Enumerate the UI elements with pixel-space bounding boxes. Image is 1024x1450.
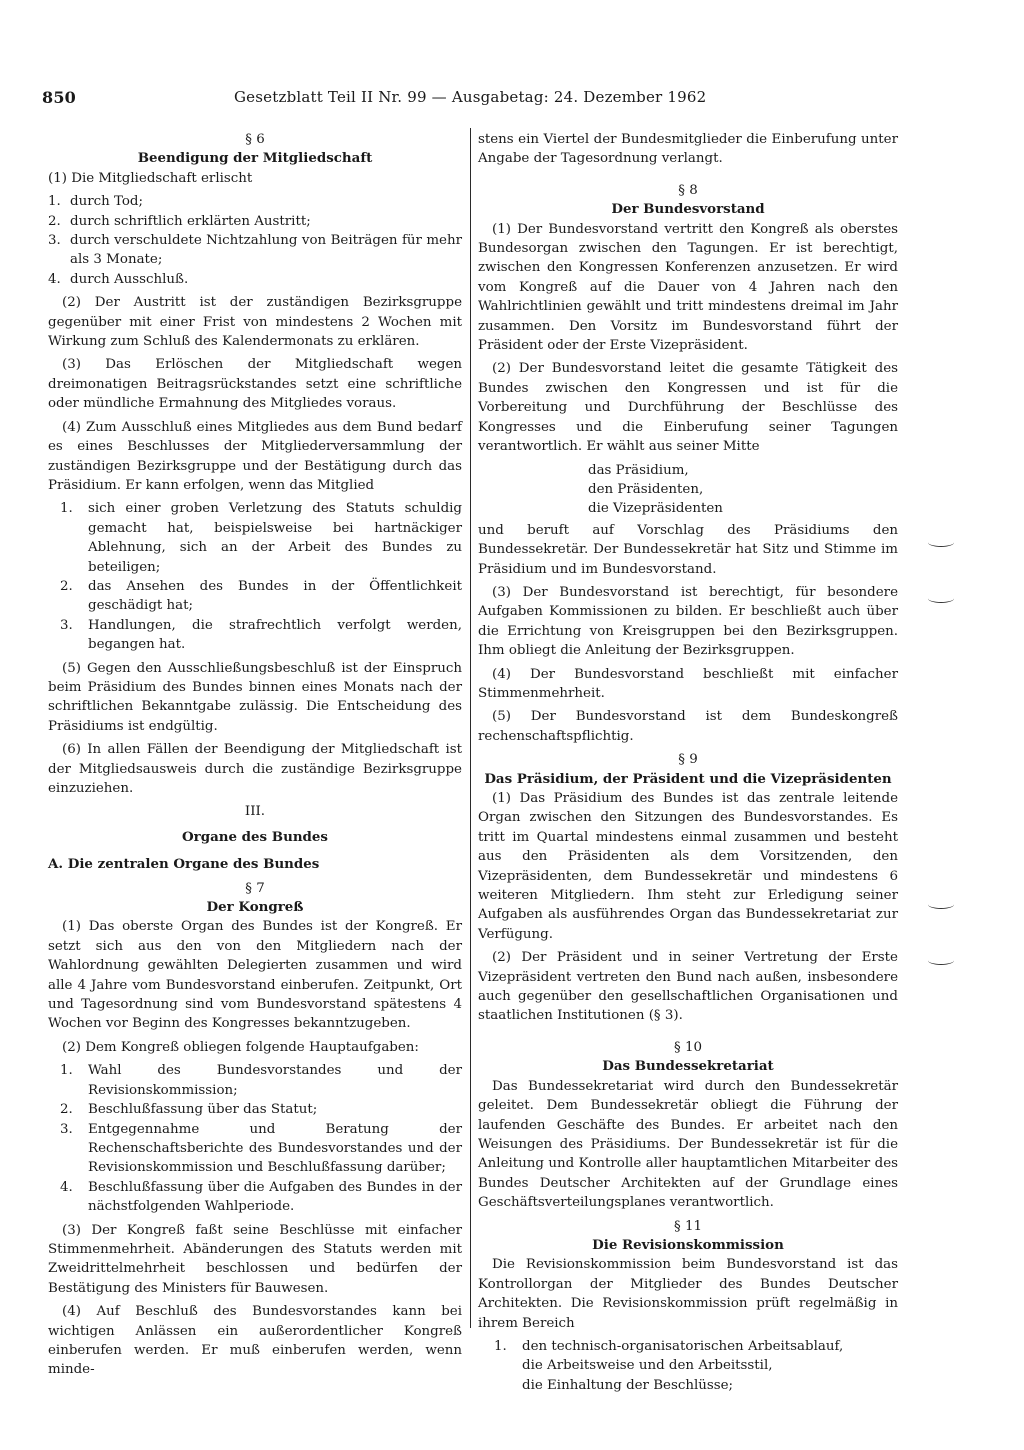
left-column: [48, 130, 462, 1384]
part-number: III.: [244, 804, 266, 820]
list-item: die Arbeitsweise und den Arbeitsstil,: [522, 1358, 773, 1374]
page-header: [42, 88, 707, 107]
section-number: § 11: [674, 1218, 702, 1234]
margin-mark: [928, 594, 954, 603]
paragraph: (3) Der Bundesvorstand ist berechtigt, für besondere Aufgaben Kommissionen zu bilden. Er beschließt auch über die Errichtung von Kreisgruppen bei den Bezirksgruppen. Ihm obliegt die Anleitung der Bezirksgruppen.: [478, 584, 898, 659]
list-item: den Präsidenten,: [588, 481, 704, 497]
list-item: 2. durch schriftlich erklärten Austritt;: [48, 213, 311, 229]
subsection-title: A. Die zentralen Organe des Bundes: [48, 856, 320, 873]
paragraph: (6) In allen Fällen der Beendigung der Mitgliedschaft ist der Mitgliedsausweis durch die zuständige Bezirksgruppe einzuziehen.: [48, 742, 462, 796]
section-title: Das Bundessekretariat: [602, 1058, 774, 1075]
list-item: 1. den technisch-organisatorischen Arbeitsablauf,: [494, 1338, 844, 1354]
paragraph: (1) Die Mitgliedschaft erlischt: [48, 170, 253, 186]
paragraph: (4) Der Bundesvorstand beschließt mit einfacher Stimmenmehrheit.: [478, 666, 898, 701]
paragraph: Die Revisionskommission beim Bundesvorstand ist das Kontrollorgan der Mitglieder des Bundes Deutscher Architekten. Die Revisionskommission prüft regelmäßig in ihrem Bereich: [478, 1257, 898, 1331]
paragraph: (1) Das oberste Organ des Bundes ist der Kongreß. Er setzt sich aus den von den Mitgliedern nach der Wahlordnung gewählten Delegierten zusammen und wird alle 4 Jahre vom Bundesvorstand einberufen. Zeitpunkt, Ort und Tagesordnung sind vom Bundesvorstand spätestens 4 Wochen vor Beginn des Kongresses bekanntzugeben.: [48, 919, 462, 1032]
paragraph: (3) Das Erlöschen der Mitgliedschaft wegen dreimonatigen Beitragsrückstandes setzt eine schriftliche oder mündliche Ermahnung des Mitgliedes voraus.: [48, 357, 462, 412]
margin-mark: [928, 900, 954, 909]
paragraph: (4) Zum Ausschluß eines Mitgliedes aus dem Bund bedarf es eines Beschlusses der Mitgliederversammlung der zuständigen Bezirksgruppe und der Bestätigung durch das Präsidium. Er kann erfolgen, wenn das Mitglied: [48, 419, 462, 493]
section-number: § 7: [245, 880, 265, 896]
page-number: 850: [42, 88, 76, 107]
header-title: Gesetzblatt Teil II Nr. 99 — Ausgabetag: 24. Dezember 1962: [234, 88, 707, 106]
paragraph: (1) Das Präsidium des Bundes ist das zentrale leitende Organ zwischen den Sitzungen des Bundesvorstandes. Es tritt im Quartal mindestens einmal zusammen und besteht aus den Präsidenten als dem Vorsitzenden, den Vizepräsidenten, dem Bundessekretär und mindestens 6 weiteren Mitgliedern. Ihm steht zur Erledigung seiner Aufgaben als ausführendes Organ das Bundessekretariat zur Verfügung.: [478, 791, 898, 942]
paragraph: (2) Der Bundesvorstand leitet die gesamte Tätigkeit des Bundes zwischen den Kongressen und ist für die Vorbereitung und Durchführung der Beschlüsse des Kongresses und die Einberufung seiner Tagungen verantwortlich. Er wählt aus seiner Mitte: [478, 361, 898, 455]
list: [60, 1061, 462, 1216]
paragraph: (1) Der Bundesvorstand vertritt den Kongreß als oberstes Bundesorgan zwischen den Tagungen. Er ist berechtigt, zwischen den Kongressen Konferenzen anzusetzen. Er wird vom Kongreß auf die Dauer von 4 Jahren nach den Wahlrichtlinien gewählt und tritt mindestens dreimal im Jahr zusammen. Den Vorsitz im Bundesvorstand führt der Präsident oder der Erste Vizepräsident.: [478, 221, 898, 354]
list-item: 3. durch verschuldete Nichtzahlung von Beiträgen für mehr als 3 Monate;: [48, 233, 462, 268]
margin-mark: [928, 956, 954, 965]
section-title: Der Bundesvorstand: [611, 201, 765, 218]
section-number: § 10: [674, 1039, 702, 1055]
section-number: § 8: [678, 182, 698, 198]
list-item: das Präsidium,: [588, 462, 689, 478]
section-title: Der Kongreß: [206, 899, 304, 916]
list: [60, 499, 462, 654]
list-item: 4. durch Ausschluß.: [48, 271, 189, 287]
section-number: § 6: [245, 132, 265, 147]
paragraph: Das Bundessekretariat wird durch den Bundessekretär geleitet. Dem Bundessekretär obliegt die Führung der laufenden Geschäfte des Bundes. Er arbeitet nach den Weisungen des Präsidiums. Der Bundessekretär ist für die Anleitung und Kontrolle aller hauptamtlichen Mitarbeiter des Bundes Deutscher Architekten auf der Grundlage eines Geschäftsverteilungsplanes verantwortlich.: [478, 1078, 898, 1211]
list-item: 4. Beschlußfassung über die Aufgaben des Bundes in der nächstfolgenden Wahlperiode.: [60, 1179, 462, 1215]
paragraph: (2) Dem Kongreß obliegen folgende Hauptaufgaben:: [62, 1039, 419, 1055]
paragraph: (2) Der Austritt ist der zuständigen Bezirksgruppe gegenüber mit einer Frist von mindestens 2 Wochen mit Wirkung zum Schluß des Kalendermonats zu erklären.: [48, 295, 462, 350]
paragraph: (5) Der Bundesvorstand ist dem Bundeskongreß rechenschaftspflichtig.: [478, 709, 898, 744]
list-item: 3. Entgegennahme und Beratung der Rechenschaftsberichte des Bundesvorstandes und der Revisionskommission und Beschlußfassung darüber;: [60, 1121, 462, 1176]
section-title: Die Revisionskommission: [592, 1236, 784, 1253]
list: [588, 461, 898, 519]
list-item: 1. durch Tod;: [48, 194, 144, 210]
margin-mark: [928, 538, 954, 547]
paragraph: (2) Der Präsident und in seiner Vertretung der Erste Vizepräsident vertreten den Bund nach außen, insbesondere auch gegenüber den gesellschaftlichen Organisationen und staatlichen Institutionen (§ 3).: [478, 950, 898, 1024]
list-item: 1. Wahl des Bundesvorstandes und der Revisionskommission;: [60, 1063, 462, 1098]
list-item: die Einhaltung der Beschlüsse;: [522, 1377, 734, 1393]
section-title: Das Präsidium, der Präsident und die Vizepräsidenten: [484, 770, 892, 787]
paragraph: und beruft auf Vorschlag des Präsidiums den Bundessekretär. Der Bundessekretär hat Sitz und Stimme im Präsidium und im Bundesvorstand.: [478, 522, 898, 577]
list-item: 3. Handlungen, die strafrechtlich verfolgt werden, begangen hat.: [60, 617, 462, 653]
paragraph: (5) Gegen den Ausschließungsbeschluß ist der Einspruch beim Präsidium des Bundes binnen eines Monats nach der schriftlichen Bekanntgabe zulässig. Die Entscheidung des Präsidiums ist endgültig.: [48, 660, 462, 734]
list-item: 2. das Ansehen des Bundes in der Öffentlichkeit geschädigt hat;: [60, 578, 462, 614]
right-column: [478, 130, 898, 1399]
section-number: § 9: [678, 752, 698, 768]
paragraph: (4) Auf Beschluß des Bundesvorstandes kann bei wichtigen Anlässen ein außerordentlicher Kongreß einberufen werden. Er muß einberufen werden, wenn minde-: [48, 1304, 462, 1378]
list-item: die Vizepräsidenten: [588, 501, 723, 517]
list-item: 2. Beschlußfassung über das Statut;: [60, 1102, 318, 1118]
column-divider: [470, 128, 471, 1328]
paragraph: (3) Der Kongreß faßt seine Beschlüsse mit einfacher Stimmenmehrheit. Abänderungen des Statuts werden mit Zweidrittelmehrheit beschlossen und bedürfen der Bestätigung des Ministers für Bauwesen.: [48, 1222, 462, 1296]
list-item: 1. sich einer groben Verletzung des Statuts schuldig gemacht hat, beispielsweise bei hartnäckiger Ablehnung, sich an der Arbeit des Bundes zu beteiligen;: [60, 501, 462, 575]
section-title: Beendigung der Mitgliedschaft: [137, 150, 373, 167]
part-title: Organe des Bundes: [182, 828, 328, 845]
paragraph: stens ein Viertel der Bundesmitglieder die Einberufung unter Angabe der Tagesordnung verlangt.: [478, 132, 898, 167]
list: [494, 1337, 898, 1395]
list: [48, 192, 462, 289]
